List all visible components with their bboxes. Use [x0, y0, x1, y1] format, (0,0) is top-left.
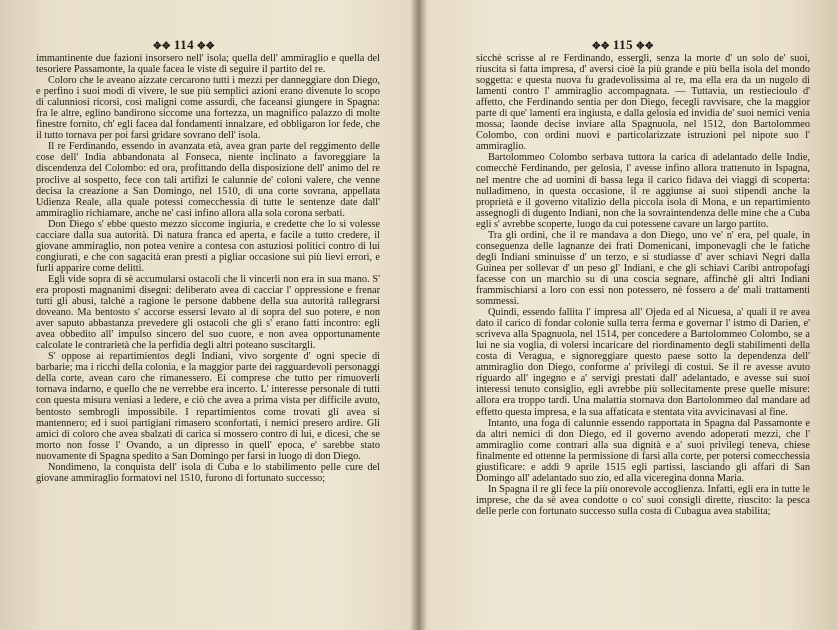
right-page-body [476, 53, 810, 517]
ornament-icon: ✥✥ [197, 41, 215, 52]
page-number-left [144, 37, 224, 51]
paragraph: Don Diego s' ebbe questo mezzo siccome ingiuria, e credette che lo si volesse cacciare dalla sua autorità. Di natura franca ed aperta, e facile a tutto credere, il giovane ammiraglio, non potea venire a contesa con astuziosi politici contro di lui congiurati, e che con sagacità eran presti a pigliar occasione sui più lievi errori, e furli apparire come delitti. [36, 218, 380, 274]
ornament-icon: ✥✥ [636, 41, 654, 52]
page-number-text: 114 [173, 37, 195, 52]
page-number-right [583, 37, 663, 51]
paragraph: Intanto, una foga di calunnie essendo rapportata in Spagna dal Passamonte e da altri nemici di don Diego, ed il governo avendo adoperati mezzi, che l' ammiraglio come contrari alla sua dignità e a' suoi privilegi teneva, chiese finalmente ed ottenne la permissione di farsi alla corte, per potersi comecchessia giustificare: e addì 9 aprile 1515 egli partissi, lasciando gli affari di San Domingo all' adelantado suo zio, ed alla viceregina donna Maria. [476, 417, 810, 484]
paragraph: In Spagna il re gli fece la più onorevole accoglienza. Infatti, egli era in tutte le imprese, che da sè avea condotte o co' suoi consigli dirette, riuscito: la pesca delle perle con fortunato successo sulla costa di Cubagua avea stabilita; [476, 483, 810, 517]
paragraph: sicchè scrisse al re Ferdinando, essergli, senza la morte d' un solo de' suoi, riuscita sì fatta impresa, d' aversi cioè la più grande e più bella isola del mondo soggetta: e questa nuova fu gradevolissima al re, ma ella era da un nugolo di lamenti contro l' ammiraglio accompagnata. — Tuttavia, un restiecioulo d' affetto, che Ferdinando sentia per don Diego, fecegli ravvisare, che la maggior parte di que' lamenti era ingiusta, e dalla gelosia ed invidia de' suoi nemici venia mossa; laonde decise inviare alla Spagnuola, nel 1512, don Bartolommeo Colombo, con ordini nuovi e particolarizzate istruzioni pel nipote suo l' ammiraglio. [476, 53, 810, 153]
left-page [0, 0, 418, 630]
paragraph: S' oppose ai repartimientos degli Indiani, vivo sorgente d' ogni specie di barbarie; ma i ricchi della colonia, e la maggior parte dei ragguardevoli personaggi della corte, avean caro che rimanessero. Ei comprese che tutto per rimuoverli tornava indarno, e quello che ne verrebbe era incerto. L' interesse personale di tutti con questa misura veniasi a ledere, e ciò che avea a prima vista per difficile avuto, bentosto sembrogli impossibile. I repartimientos come trovati gli avea si mantennero; ed i suoi partigiani rimasero sconfortati, i nemici presero ardire. Gli amici di coloro che avea sbalzati di carica si mossero contro di lui, e dicesi, che se morto non fosse l' Ovando, a un dipresso in quell' epoca, e' sarebbe stato nuovamente di Spagna spedito a San Domingo per farsi in luogo di don Diego. [36, 351, 380, 462]
right-page [418, 0, 837, 630]
paragraph: Quindi, essendo fallita l' impresa all' Ojeda ed al Nicuesa, a' quali il re avea dato il carico di fondar colonie sulla terra ferma e governar l' istmo di Darien, e' scriveva alla Spagnuola, nel 1514, per concedere a Bartolommeo Colombo, se a lui ne sia voglia, di volersi incaricare del riordinamento degli stabilimenti della costa di Veragua, e signoreggiare questo paese sotto la dependenza dell' ammiraglio don Diego, conforme a' privilegi di costui. Se il re avesse avuto riguardo all' ingegno e a' servigi prestati dall' adelantado, e avesse sui suoi interessi tenuto consiglio, egli avrebbe più sollecitamente prese quelle misure: allora era troppo tardi. Una malattia stornava don Bartolommeo dal mandare ad effetto questa impresa, e la sua affaticata e stentata vita avvicinavasi al fine. [476, 307, 810, 418]
paragraph: immantinente due fazioni insorsero nell' isola; quella dell' ammiraglio e quella del tesoriere Passamonte, la quale facea le viste di seguire il partito del re. [36, 53, 380, 76]
ornament-icon: ✥✥ [592, 41, 610, 52]
paragraph: Bartolommeo Colombo serbava tuttora la carica di adelantado delle Indie, comecchè Ferdinando, per gelosia, l' avesse infino allora trattenuto in Ispagna, nel mentre che ad uomini di bassa lega il carico fidava dei viaggi di scoperta: nulladimeno, in questa occasione, il re aggiunse ai suoi stipendi anche la proprietà e il governo vitalizio della piccola isola di Mona, e un repartimiento assegnogli di dugento Indiani, non che la sovraintendenza delle mine che a Cuba egli s' avrebbe scoperte, luogo da cui potessene cavare un largo partito. [476, 152, 810, 230]
paragraph: Tra gli ordini, che il re mandava a don Diego, uno ve' n' era, pel quale, in conseguenza delle lagnanze dei frati Domenicani, imponevagli che le fatiche degli Indiani sminuisse d' un terzo, e si studiasse d' aver schiavi Negri dalla Guinea per sollevar d' un peso gl' Indiani, e che gli schiavi Caribi antropofagi facesse con un marchio su di una coscia segnare, affinchè gli altri Indiani frammischiarsi a loro con essi non potessero, nè fossero a de' mali trattamenti sommessi. [476, 229, 810, 308]
page-number-text: 115 [612, 37, 634, 52]
left-page-body [36, 53, 380, 484]
paragraph: Nondimeno, la conquista dell' isola di Cuba e lo stabilimento pelle cure del giovane ammiraglio formatovi nel 1510, furono di fortunato successo; [36, 461, 380, 484]
ornament-icon: ✥✥ [153, 41, 171, 52]
paragraph: Coloro che le aveano aizzate cercarono tutti i mezzi per danneggiare don Diego, e perfino i suoi modi di vivere, le sue più semplici azioni erano divenute lo scopo di calunniosi ricorsi, così maligni come assurdi, che faceansi giungere in Spagna: fra le altre, eglino bandirono siccome una fortezza, un magnifico palazzo di molte finestre fornito, ch' egli facea dal fondamenti innalzare, ed obbligaron lor fede, che il tutto tornava per poi farsi gridare sovrano dell' isola. [36, 75, 380, 142]
paragraph: Il re Ferdinando, essendo in avanzata età, avea gran parte del reggimento delle cose dell' India abbandonata al Fonseca, niente inclinato a favoreggiare la discendenza del Colombo: ed ora, profittando della disposizione dell' animo del re proclive al sospetto, fece con tali artifizi le calunnie de' coloni valere, che venne decisa la creazione a San Domingo, nel 1510, di una corte sovrana, appellata Udienza Reale, alla quale potessi comecchessia di tutte le sentenze date dall' ammiraglio richiamare, anche ne' casi infino allora alla sola corona serbati. [36, 141, 380, 219]
paragraph: Egli vide sopra di sè accumularsi ostacoli che li vincerli non era in sua mano. S' era proposti magnanimi disegni: deliberato avea di cacciar l' oppressione e frenar tutti gli abusi, talchè a ragione le persone dabbene della sua autorità rallegrarsi doveano. Ma bentosto s' accorse essersi levato al di sopra del suo potere, e non aver saputo abbastanza prevedere gli ostacoli che gli s' erano fatti incontro: egli avea obbedito all' impulso sincero del suo cuore, e non avea opportunamente calcolate le contrarietà che la perfidia degli altri poteano suscitargli. [36, 273, 380, 352]
